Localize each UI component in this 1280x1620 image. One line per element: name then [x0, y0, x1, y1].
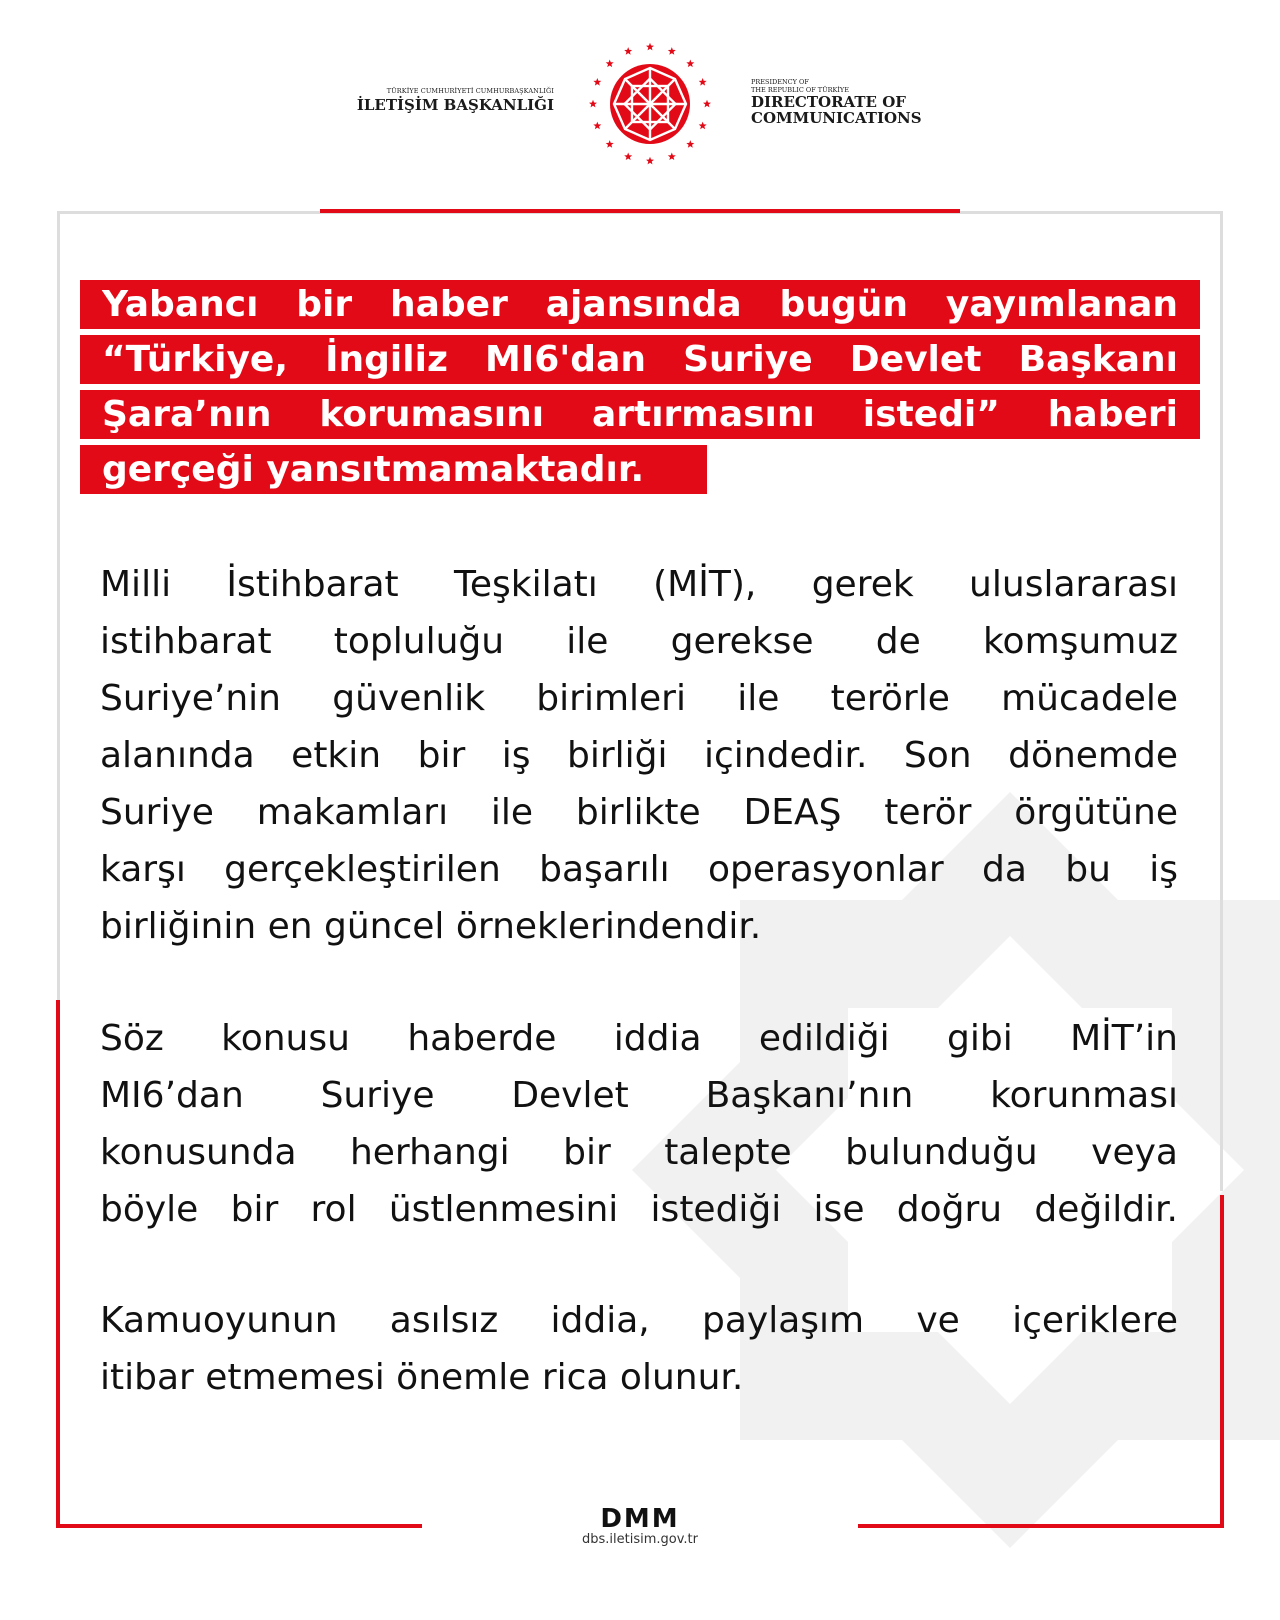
headline-line: gerçeği yansıtmamaktadır.: [80, 445, 707, 494]
header-right-big-1: DIRECTORATE OF: [751, 93, 906, 111]
paragraph-line: Milli İstihbarat Teşkilatı (MİT), gerek uluslararası: [100, 564, 1178, 605]
dmm-logo: [572, 1507, 708, 1529]
paragraph-line: karşı gerçekleştirilen başarılı operasyonlar da bu iş: [100, 849, 1178, 890]
frame-top-accent: [320, 209, 960, 213]
header-right-small-1: PRESIDENCY OF: [751, 78, 809, 86]
emblem-star-icon: [593, 78, 601, 86]
emblem-star-icon: [593, 122, 601, 130]
emblem-star-icon: [606, 140, 614, 148]
header-left-small: TÜRKİYE CUMHURİYETİ CUMHURBAŞKANLIĞI: [386, 87, 554, 95]
emblem-star-icon: [686, 59, 694, 67]
headline-line: “Türkiye, İngiliz MI6'dan Suriye Devlet Başkanı: [80, 335, 1200, 384]
paragraph-line: Suriye’nin güvenlik birimleri ile terörle mücadele: [100, 678, 1178, 719]
paragraph-3: [100, 1292, 1178, 1406]
paragraph-2: [100, 1010, 1178, 1238]
paragraph-line: istihbarat topluluğu ile gerekse de komşumuz: [100, 621, 1178, 662]
presidential-star-emblem-icon: [584, 38, 716, 170]
header-left-title: [357, 87, 554, 114]
paragraph-line: Suriye makamları ile birlikte DEAŞ terör örgütüne: [100, 792, 1178, 833]
header-right-small-2: THE REPUBLIC OF TÜRKİYE: [751, 86, 849, 94]
header: [0, 30, 1280, 180]
frame-left-accent: [56, 1000, 60, 1528]
emblem-star-icon: [699, 78, 707, 86]
emblem-star-icon: [668, 47, 676, 55]
frame-right-border: [1220, 211, 1223, 1191]
paragraph-line: konusunda herhangi bir talepte bulunduğu veya: [100, 1132, 1178, 1173]
headline-line: Şara’nın korumasını artırmasını istedi” haberi: [80, 390, 1200, 439]
emblem-star-icon: [703, 100, 711, 108]
paragraph-1: [100, 556, 1178, 955]
paragraph-line: böyle bir rol üstlenmesini istediği ise doğru değildir.: [100, 1189, 1178, 1230]
emblem-star-icon: [589, 100, 597, 108]
emblem-star-icon: [606, 59, 614, 67]
emblem-star-icon: [646, 157, 654, 165]
header-right-title: [751, 78, 922, 126]
emblem-star-icon: [699, 122, 707, 130]
paragraph-line: Kamuoyunun asılsız iddia, paylaşım ve içeriklere: [100, 1300, 1178, 1341]
emblem-star-icon: [624, 47, 632, 55]
frame-left-border: [57, 211, 60, 1011]
headline-line: Yabancı bir haber ajansında bugün yayımlanan: [80, 280, 1200, 329]
paragraph-line: alanında etkin bir iş birliği içindedir. Son dönemde: [100, 735, 1178, 776]
paragraph-line: Söz konusu haberde iddia edildiği gibi MİT’in: [100, 1018, 1178, 1059]
headline: [80, 280, 1200, 500]
paragraph-line: birliğinin en güncel örneklerindendir.: [100, 906, 762, 947]
dmm-logo-text: DMM: [600, 1507, 680, 1529]
emblem-star-icon: [646, 43, 654, 51]
header-left-big: İLETİŞİM BAŞKANLIĞI: [356, 96, 554, 114]
paragraph-line: itibar etmemesi önemle rica olunur.: [100, 1357, 744, 1398]
emblem-star-icon: [686, 140, 694, 148]
emblem-star-icon: [668, 152, 676, 160]
emblem-star-icon: [624, 152, 632, 160]
paragraph-line: MI6’dan Suriye Devlet Başkanı’nın korunması: [100, 1075, 1178, 1116]
frame-bottom-accent-right: [858, 1524, 1224, 1528]
frame-right-accent: [1220, 1195, 1224, 1528]
frame-bottom-accent-left: [56, 1524, 422, 1528]
header-right-big-2: COMMUNICATIONS: [751, 109, 922, 127]
footer-url: dbs.iletisim.gov.tr: [582, 1532, 698, 1547]
